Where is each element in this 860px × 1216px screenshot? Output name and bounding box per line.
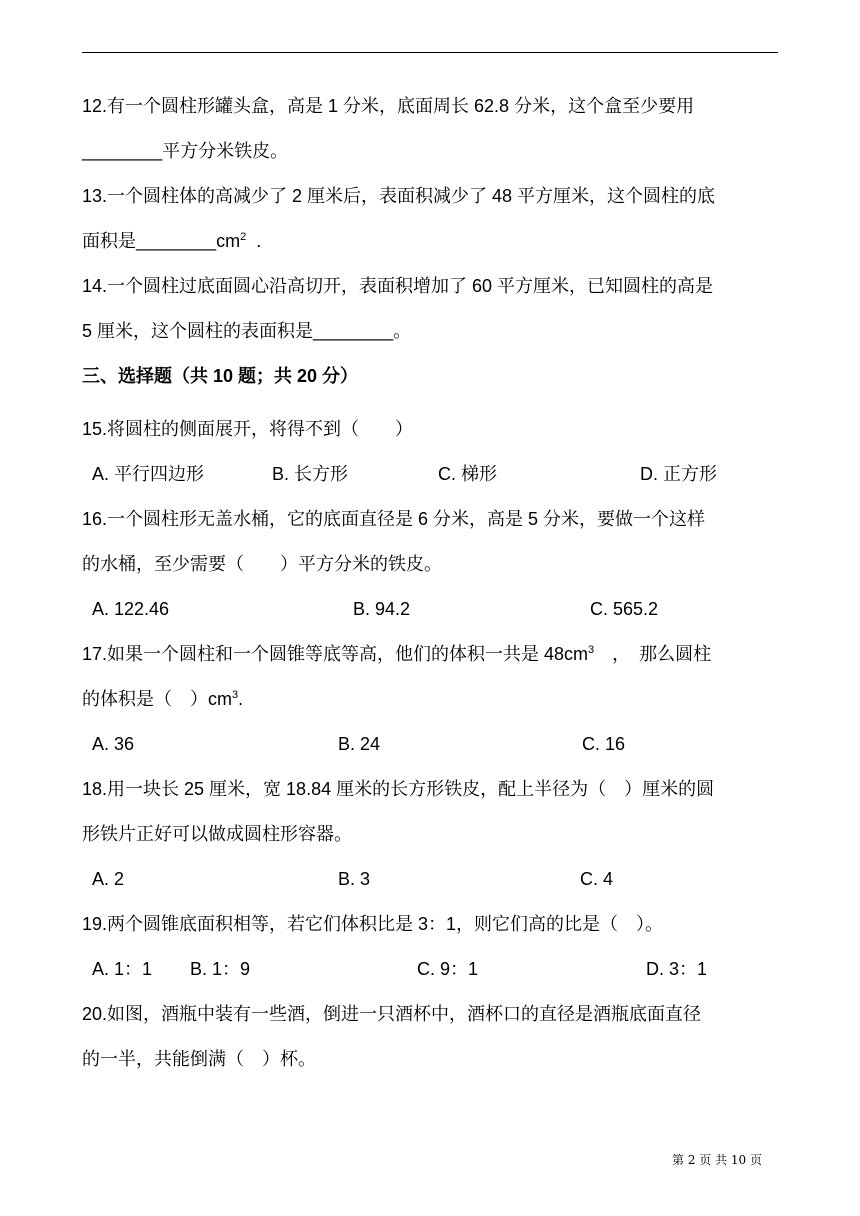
page-footer: 第 2 页 共 10 页	[672, 1153, 762, 1167]
q16-option-a[interactable]: A. 122.46	[92, 599, 170, 619]
q18-option-b[interactable]: B. 3	[338, 869, 371, 889]
q13-line2	[82, 229, 261, 253]
q18-option-a[interactable]: A. 2	[92, 869, 125, 889]
q19-option-d[interactable]: D. 3：1	[646, 959, 708, 979]
q17-option-c[interactable]: C. 16	[582, 734, 626, 754]
q20-stem-line1: 20.如图，酒瓶中装有一些酒，倒进一只酒杯中，酒杯口的直径是酒瓶底面直径	[82, 1004, 702, 1024]
q19-option-b[interactable]: B. 1：9	[190, 959, 251, 979]
q19-option-c[interactable]: C. 9：1	[417, 959, 479, 979]
q17-stem-text: 17.如果一个圆柱和一个圆锥等底等高，他们的体积一共是 48cm	[82, 644, 589, 664]
q18-option-c[interactable]: C. 4	[580, 869, 614, 889]
q13-superscript: 2	[240, 231, 247, 243]
q16-option-c[interactable]: C. 565.2	[590, 599, 659, 619]
q16-option-b[interactable]: B. 94.2	[353, 599, 411, 619]
section-title: 三、选择题（共 10 题；共 20 分）	[82, 366, 359, 386]
q15-stem: 15.将圆柱的侧面展开，将得不到（ ）	[82, 419, 414, 439]
q19-option-a[interactable]: A. 1：1	[92, 959, 153, 979]
q18-stem-line1: 18.用一块长 25 厘米，宽 18.84 厘米的长方形铁皮，配上半径为（ ）厘米的圆	[82, 779, 715, 799]
q13-line2-text: 面积是________cm	[82, 231, 241, 251]
q17-option-b[interactable]: B. 24	[338, 734, 381, 754]
q15-option-b[interactable]: B. 长方形	[272, 464, 349, 484]
q17-stem2-end: .	[238, 689, 244, 709]
q17-superscript-1: 3	[588, 644, 595, 656]
q15-option-c[interactable]: C. 梯形	[438, 464, 498, 484]
q12-line2: ________平方分米铁皮。	[82, 141, 289, 161]
q12-line1: 12.有一个圆柱形罐头盒，高是 1 分米，底面周长 62.8 分米，这个盒至少要用	[82, 96, 695, 116]
q17-stem-line2	[82, 687, 243, 711]
q17-stem2-text: 的体积是（ ）cm	[82, 689, 232, 709]
header-rule	[82, 52, 778, 53]
q17-option-a[interactable]: A. 36	[92, 734, 135, 754]
q14-line1: 14.一个圆柱过底面圆心沿高切开，表面积增加了 60 平方厘米，已知圆柱的高是	[82, 276, 714, 296]
q14-line2: 5 厘米，这个圆柱的表面积是________。	[82, 321, 412, 341]
q15-option-d[interactable]: D. 正方形	[640, 464, 718, 484]
q18-stem-line2: 形铁片正好可以做成圆柱形容器。	[82, 824, 352, 844]
q17-stem-end: ， 那么圆柱	[594, 644, 712, 664]
q17-superscript-2: 3	[232, 689, 239, 701]
q17-stem-line1	[82, 642, 711, 666]
q15-option-a[interactable]: A. 平行四边形	[92, 464, 205, 484]
q13-line1: 13.一个圆柱体的高减少了 2 厘米后，表面积减少了 48 平方厘米，这个圆柱的底	[82, 186, 716, 206]
q19-stem: 19.两个圆锥底面积相等，若它们体积比是 3：1，则它们高的比是（ ）。	[82, 914, 664, 934]
q16-stem-line2: 的水桶，至少需要（ ）平方分米的铁皮。	[82, 554, 442, 574]
q13-line2-end: .	[246, 231, 262, 251]
q20-stem-line2: 的一半，共能倒满（ ）杯。	[82, 1049, 316, 1069]
q16-stem-line1: 16.一个圆柱形无盖水桶，它的底面直径是 6 分米，高是 5 分米，要做一个这样	[82, 509, 706, 529]
